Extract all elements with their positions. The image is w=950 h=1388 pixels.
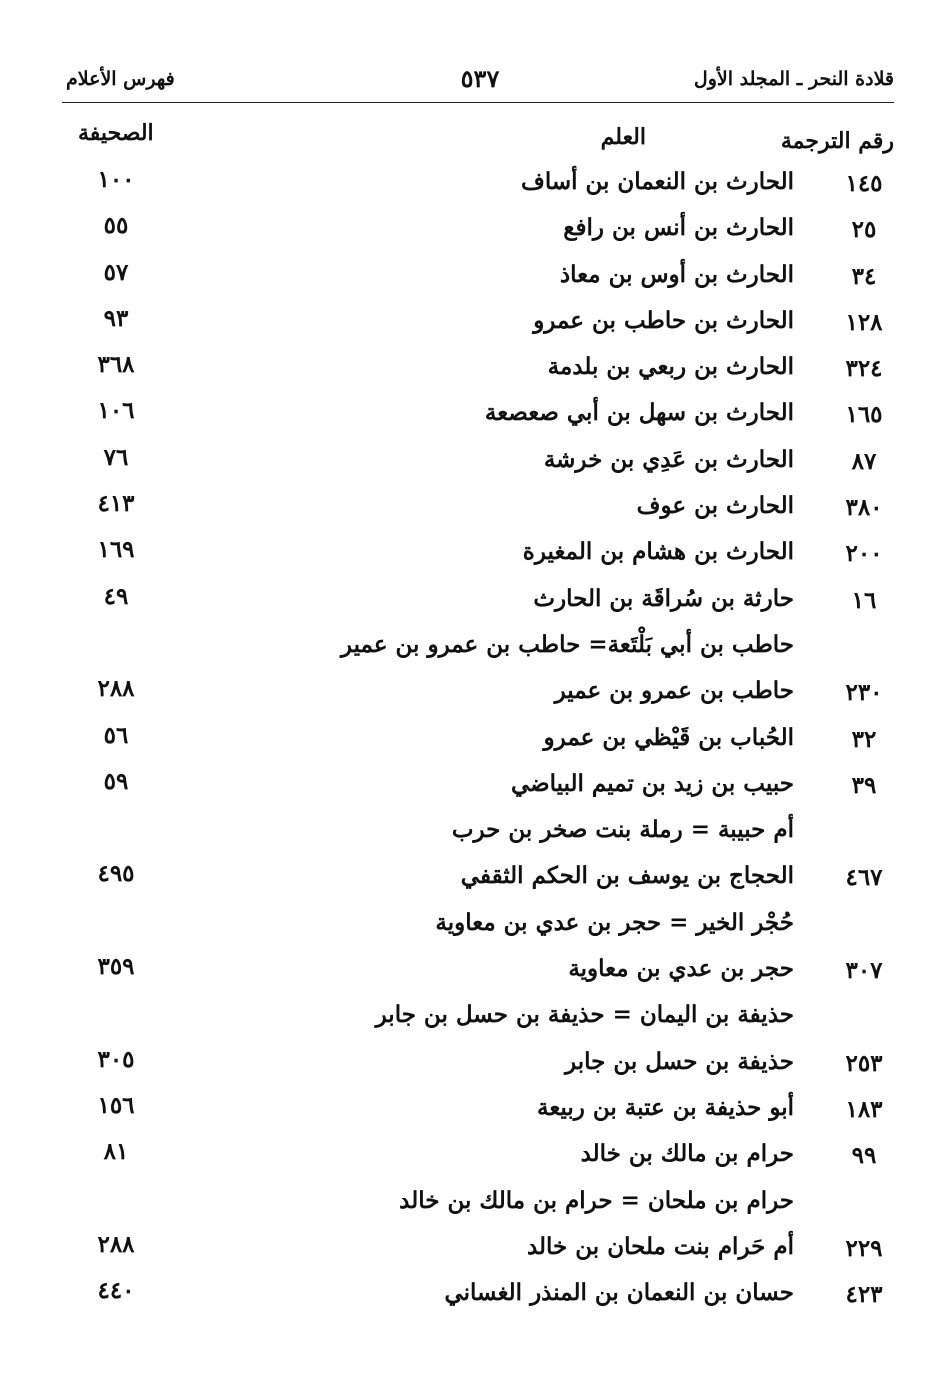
column-header-number: رقم الترجمة	[780, 128, 894, 154]
column-header-page: الصحيفة	[78, 120, 154, 146]
entry-number: ٣٠٧	[845, 957, 883, 985]
entry-page: ١٥٦	[97, 1091, 135, 1119]
entry-page: ١٠٦	[97, 397, 135, 425]
entry-number: ٣٢	[851, 725, 877, 753]
index-entry	[0, 210, 950, 256]
entry-number: ٢٥٣	[845, 1049, 883, 1077]
entry-page: ٤٤٠	[97, 1277, 135, 1305]
entry-name: حذيفة بن اليمان = حذيفة بن حسل بن جابر	[375, 1001, 794, 1029]
entry-name: حبيب بن زيد بن تميم البياضي	[510, 769, 794, 797]
index-entry	[0, 303, 950, 349]
entry-number: ٣٢٤	[845, 355, 883, 383]
entry-name: أم حبيبة = رملة بنت صخر بن حرب	[451, 816, 794, 844]
entry-number: ٣٤	[851, 262, 877, 290]
entry-number: ٢٥	[851, 216, 877, 244]
entry-name: الحارث بن ربعي بن بلدمة	[547, 353, 794, 381]
entry-page: ٩٣	[103, 304, 129, 332]
entry-name: الحارث بن عوف	[636, 492, 794, 520]
index-entry	[0, 720, 950, 766]
column-header-name: العلم	[600, 124, 646, 150]
index-entry	[0, 627, 950, 673]
entry-number: ١٨٣	[845, 1095, 883, 1123]
entry-number: ٣٩	[851, 771, 877, 799]
entry-name: حُجْر الخير = حجر بن عدي بن معاوية	[435, 908, 794, 936]
entry-name: الحارث بن هشام بن المغيرة	[522, 538, 794, 566]
entry-page: ١٦٩	[97, 536, 135, 564]
entry-page: ٢٨٨	[97, 1230, 135, 1258]
index-entry	[0, 257, 950, 303]
index-entry	[0, 1090, 950, 1136]
index-entry	[0, 349, 950, 395]
entry-name: حرام بن مالك بن خالد	[580, 1140, 794, 1168]
entry-name: الحارث بن النعمان بن أساف	[520, 168, 794, 195]
entry-page: ٥٧	[103, 258, 129, 286]
index-entry	[0, 858, 950, 904]
entry-page: ٣٥٩	[97, 953, 135, 981]
entry-page: ٤١٣	[97, 490, 135, 518]
entry-name: الحجاج بن يوسف بن الحكم الثقفي	[460, 862, 794, 890]
entry-page: ١٠٠	[97, 166, 135, 193]
entry-number: ٤٢٣	[845, 1281, 883, 1309]
index-entry	[0, 1229, 950, 1275]
index-entry	[0, 534, 950, 580]
entry-page: ٥٦	[103, 721, 129, 749]
entry-name: أم حَرام بنت ملحان بن خالد	[526, 1232, 794, 1260]
entry-page: ٥٥	[103, 212, 129, 240]
index-entry	[0, 997, 950, 1043]
index-entry	[0, 488, 950, 534]
index-entry	[0, 1183, 950, 1229]
page-number: ٥٣٧	[460, 64, 500, 93]
column-headers	[0, 120, 950, 160]
entry-page: ٤٩٥	[97, 860, 135, 888]
entry-number: ٤٦٧	[845, 864, 883, 892]
index-entry	[0, 673, 950, 719]
entry-name: الحارث بن سهل بن أبي صعصعة	[484, 399, 794, 427]
entry-name: حاطب بن أبي بَلْتَعة= حاطب بن عمرو بن عمير	[340, 630, 794, 658]
index-entry	[0, 905, 950, 951]
index-entries	[0, 164, 950, 1321]
entry-number: ١٢٨	[845, 308, 883, 336]
entry-name: أبو حذيفة بن عتبة بن ربيعة	[537, 1093, 794, 1121]
entry-number: ٩٩	[851, 1142, 877, 1170]
entry-name: الحارث بن حاطب بن عمرو	[533, 306, 794, 334]
index-entry	[0, 395, 950, 441]
entry-number: ٢٠٠	[845, 540, 883, 568]
entry-number: ١٤٥	[845, 170, 883, 197]
entry-page: ٣٠٥	[97, 1045, 135, 1073]
entry-number: ١٦٥	[845, 401, 883, 429]
index-entry	[0, 581, 950, 627]
index-entry	[0, 164, 950, 210]
entry-name: حرام بن ملحان = حرام بن مالك بن خالد	[399, 1186, 794, 1214]
index-entry	[0, 812, 950, 858]
entry-name: حارثة بن سُراقَة بن الحارث	[533, 584, 794, 612]
entry-name: الحارث بن عَدِي بن خرشة	[543, 445, 794, 473]
section-title: فهرس الأعلام	[66, 68, 175, 90]
entry-number: ٢٢٩	[845, 1234, 883, 1262]
entry-page: ٥٩	[103, 767, 129, 795]
entry-name: حجر بن عدي بن معاوية	[568, 955, 794, 983]
entry-name: حاطب بن عمرو بن عمير	[554, 677, 794, 705]
entry-page: ٤٩	[103, 582, 129, 610]
entry-page: ٢٨٨	[97, 675, 135, 703]
entry-number: ٣٨٠	[845, 494, 883, 522]
book-title: قلادة النحر ـ المجلد الأول	[693, 68, 894, 90]
index-entry	[0, 1275, 950, 1321]
entry-name: الحارث بن أوس بن معاذ	[559, 260, 794, 288]
entry-page: ٧٦	[103, 443, 129, 471]
index-entry	[0, 951, 950, 997]
entry-name: الحُباب بن قَيْظي بن عمرو	[543, 723, 794, 751]
entry-name: الحارث بن أنس بن رافع	[563, 214, 794, 242]
entry-name: حسان بن النعمان بن المنذر الغساني	[444, 1279, 794, 1307]
index-entry	[0, 1136, 950, 1182]
header-divider	[62, 102, 894, 103]
entry-number: ٨٧	[851, 447, 877, 475]
running-header	[66, 64, 894, 98]
entry-number: ١٦	[851, 586, 877, 614]
entry-page: ٣٦٨	[97, 351, 135, 379]
entry-number: ٢٣٠	[845, 679, 883, 707]
index-entry	[0, 442, 950, 488]
entry-page: ٨١	[103, 1138, 129, 1166]
index-entry	[0, 766, 950, 812]
entry-name: حذيفة بن حسل بن جابر	[565, 1047, 794, 1075]
index-entry	[0, 1044, 950, 1090]
